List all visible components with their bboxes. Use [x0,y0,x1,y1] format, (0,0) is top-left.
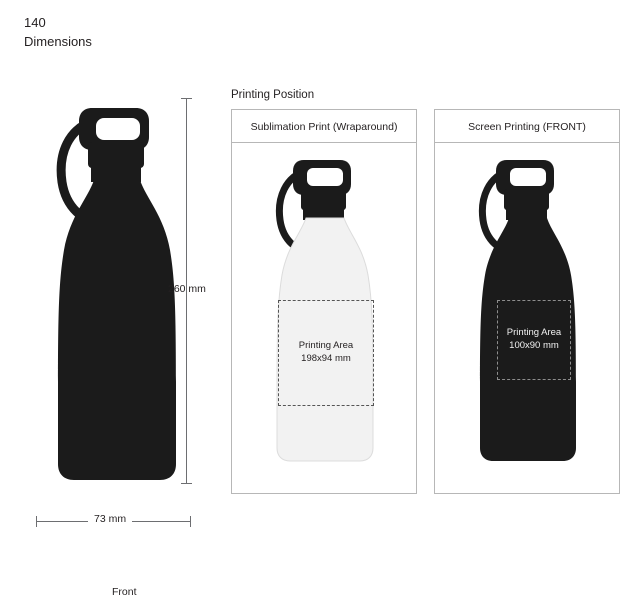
print-area-size: 198x94 mm [301,353,351,364]
panel-title: Sublimation Print (Wraparound) [250,121,398,133]
print-area-label: Printing Area [506,327,562,339]
water-bottle-black-icon [18,90,218,510]
print-area-screen [497,300,571,380]
printing-position-panel-sublimation [231,109,417,494]
product-code: 140 [24,15,46,30]
panel-title: Screen Printing (FRONT) [468,121,586,133]
page-title: Dimensions [24,33,92,49]
print-area-label: Printing Area [298,340,354,352]
page-header [24,14,92,52]
print-area-sublimation [278,300,374,406]
print-area-size: 100x90 mm [509,340,559,351]
panel-divider [435,142,619,143]
panel-divider [232,142,416,143]
width-dimension-label: 73 mm [88,513,132,525]
height-dimension-label: 260 mm [168,283,206,295]
printing-position-title: Printing Position [231,89,315,101]
printing-position-panel-screen [434,109,620,494]
view-label: Front [112,586,137,598]
